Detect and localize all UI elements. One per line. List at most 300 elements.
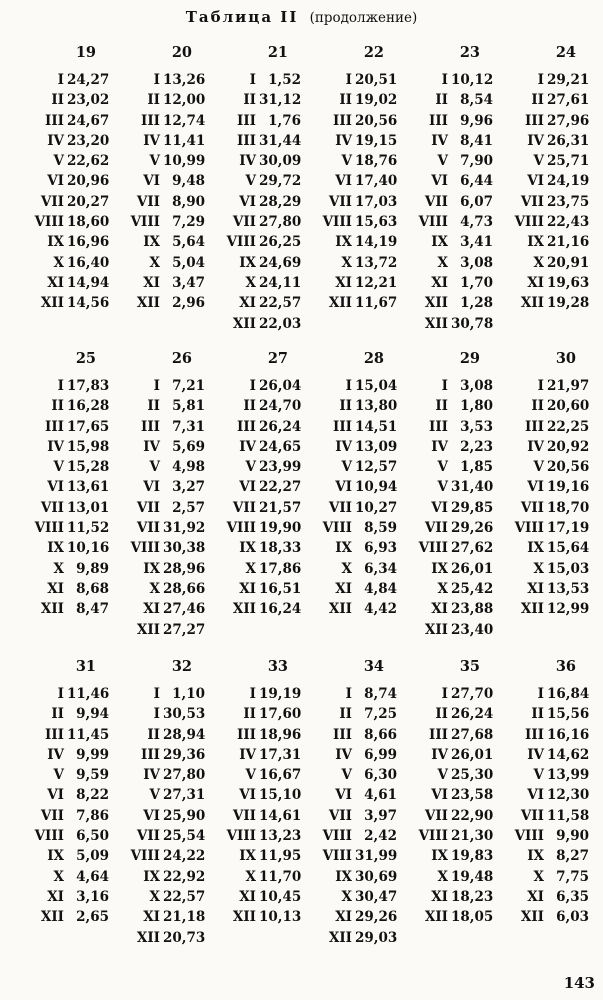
entry-value: 5,04 (172, 254, 205, 271)
entry-value: 12,00 (163, 92, 206, 109)
month-numeral: II (339, 398, 352, 415)
entry-list (114, 376, 210, 640)
entry-row (114, 887, 210, 907)
entry-value: 14,56 (67, 295, 110, 312)
month-numeral: IV (239, 746, 256, 763)
month-numeral: VIII (418, 214, 448, 231)
entry-value: 19,83 (451, 848, 494, 865)
month-numeral: VIII (514, 214, 544, 231)
entry-value: 6,93 (364, 540, 397, 557)
entry-value: 16,16 (547, 726, 590, 743)
table-block-3 (18, 656, 598, 948)
entry-row (18, 232, 114, 252)
entry-value: 11,95 (259, 848, 302, 865)
month-numeral: V (53, 459, 64, 476)
entry-value: 8,54 (460, 92, 493, 109)
entry-row (402, 131, 498, 151)
month-numeral: XI (239, 888, 256, 905)
month-numeral: II (243, 706, 256, 723)
entry-row (498, 151, 594, 171)
column-number: 20 (171, 44, 192, 61)
month-numeral: VIII (34, 520, 64, 537)
entry-value: 1,10 (172, 686, 205, 702)
month-numeral: X (53, 868, 64, 885)
entry-value: 27,70 (451, 686, 494, 702)
entry-row (210, 579, 306, 599)
entry-value: 24,70 (259, 398, 302, 415)
entry-row (114, 745, 210, 765)
month-numeral: VI (335, 787, 352, 804)
month-numeral: IV (431, 746, 448, 763)
month-numeral: X (341, 888, 352, 905)
entry-value: 26,31 (547, 132, 590, 149)
month-numeral: VI (335, 173, 352, 190)
entry-value: 28,96 (163, 560, 206, 577)
entry-value: 4,64 (76, 868, 109, 885)
entry-value: 9,94 (76, 706, 109, 723)
entry-value: 1,80 (460, 398, 493, 415)
month-numeral: VII (520, 807, 544, 824)
table-title: Таблица II (185, 8, 299, 26)
month-numeral: XI (431, 888, 448, 905)
month-numeral: I (537, 686, 544, 702)
month-numeral: VI (47, 787, 64, 804)
month-numeral: V (533, 767, 544, 784)
entry-value: 5,64 (172, 234, 205, 251)
month-numeral: X (437, 580, 448, 597)
entry-value: 16,67 (259, 767, 302, 784)
month-numeral: VIII (322, 848, 352, 865)
month-numeral: IX (527, 848, 544, 865)
entry-row (498, 253, 594, 273)
entry-value: 6,44 (460, 173, 493, 190)
entry-value: 12,99 (547, 601, 590, 618)
entry-value: 25,42 (451, 580, 494, 597)
entry-row (18, 538, 114, 558)
entry-row (306, 684, 402, 704)
entry-row (114, 212, 210, 232)
entry-value: 15,64 (547, 540, 590, 557)
entry-value: 13,61 (67, 479, 110, 496)
entry-value: 12,74 (163, 112, 206, 129)
entry-value: 5,81 (172, 398, 205, 415)
entry-row (114, 559, 210, 579)
entry-value: 9,99 (76, 746, 109, 763)
month-numeral: III (429, 418, 448, 435)
month-numeral: IX (143, 560, 160, 577)
entry-row (306, 599, 402, 619)
entry-row (498, 907, 594, 927)
entry-value: 30,53 (163, 706, 206, 723)
entry-row (18, 396, 114, 416)
entry-row (18, 826, 114, 846)
table-block-1 (18, 42, 598, 334)
month-numeral: VII (424, 807, 448, 824)
entry-value: 22,57 (163, 888, 206, 905)
entry-value: 3,08 (460, 254, 493, 271)
entry-value: 3,16 (76, 888, 109, 905)
entry-value: 2,42 (364, 828, 397, 845)
entry-value: 19,19 (259, 686, 302, 702)
entry-row (114, 111, 210, 131)
entry-list (402, 684, 498, 928)
entry-row (114, 620, 210, 640)
entry-row (18, 867, 114, 887)
entry-row (306, 579, 402, 599)
column-number: 35 (459, 658, 480, 675)
month-numeral: IV (143, 132, 160, 149)
entry-value: 6,07 (460, 193, 493, 210)
entry-row (210, 111, 306, 131)
entry-row (306, 907, 402, 927)
entry-row (498, 785, 594, 805)
month-numeral: X (533, 868, 544, 885)
entry-row (402, 293, 498, 313)
entry-row (18, 273, 114, 293)
entry-value: 11,70 (259, 868, 302, 885)
entry-value: 9,90 (556, 828, 589, 845)
month-numeral: VII (328, 499, 352, 516)
entry-value: 1,85 (460, 459, 493, 476)
entry-row (498, 684, 594, 704)
entry-value: 25,54 (163, 828, 206, 845)
entry-value: 5,09 (76, 848, 109, 865)
month-numeral: III (429, 726, 448, 743)
month-numeral: V (245, 767, 256, 784)
entry-value: 3,53 (460, 418, 493, 435)
entry-row (18, 518, 114, 538)
entry-value: 29,26 (451, 520, 494, 537)
month-numeral: IX (335, 540, 352, 557)
entry-value: 22,25 (547, 418, 590, 435)
entry-row (114, 293, 210, 313)
month-numeral: XII (424, 909, 448, 926)
entry-value: 24,65 (259, 438, 302, 455)
entry-row (18, 684, 114, 704)
entry-value: 18,96 (259, 726, 302, 743)
month-numeral: XII (136, 929, 160, 946)
month-numeral: IX (527, 540, 544, 557)
month-numeral: V (245, 173, 256, 190)
entry-row (114, 538, 210, 558)
entry-row (114, 396, 210, 416)
entry-row (210, 559, 306, 579)
entry-row (402, 684, 498, 704)
entry-row (210, 704, 306, 724)
entry-value: 29,85 (451, 499, 494, 516)
month-numeral: VI (527, 479, 544, 496)
entry-value: 22,57 (259, 295, 302, 312)
month-numeral: V (149, 153, 160, 170)
entry-row (18, 90, 114, 110)
entry-value: 3,47 (172, 274, 205, 291)
table-column (114, 348, 210, 640)
entry-value: 19,63 (547, 274, 590, 291)
entry-row (498, 90, 594, 110)
entry-row (210, 171, 306, 191)
entry-row (306, 376, 402, 396)
entry-value: 20,56 (355, 112, 398, 129)
column-number: 33 (267, 658, 288, 675)
entry-row (498, 846, 594, 866)
entry-row (210, 599, 306, 619)
entry-row (306, 396, 402, 416)
month-numeral: XII (424, 295, 448, 312)
entry-row (210, 212, 306, 232)
entry-row (498, 212, 594, 232)
entry-row (114, 765, 210, 785)
month-numeral: XII (424, 315, 448, 332)
month-numeral: XII (232, 315, 256, 332)
entry-value: 9,48 (172, 173, 205, 190)
entry-row (306, 806, 402, 826)
entry-row (18, 376, 114, 396)
entry-value: 12,57 (355, 459, 398, 476)
table-column (18, 656, 114, 948)
entry-value: 27,68 (451, 726, 494, 743)
entry-value: 9,96 (460, 112, 493, 129)
month-numeral: XII (520, 295, 544, 312)
month-numeral: IV (431, 132, 448, 149)
entry-row (114, 928, 210, 948)
entry-row (306, 437, 402, 457)
entry-row (306, 232, 402, 252)
entry-value: 6,35 (556, 888, 589, 905)
month-numeral: II (147, 726, 160, 743)
entry-row (210, 396, 306, 416)
month-numeral: V (341, 153, 352, 170)
month-numeral: X (53, 254, 64, 271)
entry-value: 13,53 (547, 580, 590, 597)
entry-row (402, 376, 498, 396)
month-numeral: XI (143, 909, 160, 926)
entry-list (498, 376, 594, 620)
entry-value: 31,40 (451, 479, 494, 496)
month-numeral: I (57, 686, 64, 702)
month-numeral: XII (424, 621, 448, 638)
entry-row (306, 212, 402, 232)
entry-value: 30,78 (451, 315, 494, 332)
entry-value: 3,08 (460, 378, 493, 394)
entry-value: 23,99 (259, 459, 302, 476)
entry-row (402, 192, 498, 212)
entry-value: 2,57 (172, 499, 205, 516)
entry-value: 19,90 (259, 520, 302, 537)
month-numeral: II (243, 398, 256, 415)
entry-value: 8,27 (556, 848, 589, 865)
entry-row (306, 704, 402, 724)
entry-value: 10,45 (259, 888, 302, 905)
month-numeral: IX (335, 868, 352, 885)
month-numeral: VI (239, 193, 256, 210)
month-numeral: VIII (130, 540, 160, 557)
entry-row (498, 887, 594, 907)
entry-value: 7,25 (364, 706, 397, 723)
entry-value: 24,67 (67, 112, 110, 129)
month-numeral: IV (527, 438, 544, 455)
entry-value: 25,30 (451, 767, 494, 784)
month-numeral: XI (143, 601, 160, 618)
entry-row (210, 765, 306, 785)
entry-row (498, 437, 594, 457)
entry-row (402, 151, 498, 171)
entry-value: 17,31 (259, 746, 302, 763)
month-numeral: IX (431, 560, 448, 577)
month-numeral: III (45, 726, 64, 743)
entry-value: 16,84 (547, 686, 590, 702)
entry-value: 6,50 (76, 828, 109, 845)
entry-row (18, 192, 114, 212)
entry-row (114, 151, 210, 171)
entry-row (306, 457, 402, 477)
entry-row (210, 498, 306, 518)
entry-value: 27,61 (547, 92, 590, 109)
month-numeral: VII (520, 193, 544, 210)
table-column (402, 656, 498, 948)
month-numeral: I (537, 72, 544, 88)
entry-row (498, 232, 594, 252)
month-numeral: IV (47, 438, 64, 455)
table-subtitle: (продолжение) (309, 10, 418, 26)
entry-row (114, 599, 210, 619)
month-numeral: VIII (418, 828, 448, 845)
month-numeral: IV (239, 438, 256, 455)
entry-row (18, 417, 114, 437)
entry-row (18, 111, 114, 131)
entry-value: 3,97 (364, 807, 397, 824)
entry-list (306, 684, 402, 948)
month-numeral: IV (527, 132, 544, 149)
table-column (306, 656, 402, 948)
month-numeral: VII (232, 214, 256, 231)
entry-value: 30,47 (355, 888, 398, 905)
entry-row (114, 907, 210, 927)
entry-list (210, 684, 306, 928)
entry-value: 9,59 (76, 767, 109, 784)
entry-row (498, 192, 594, 212)
month-numeral: VII (136, 828, 160, 845)
entry-value: 20,91 (547, 254, 590, 271)
month-numeral: VIII (514, 520, 544, 537)
entry-row (306, 826, 402, 846)
entry-row (18, 559, 114, 579)
entry-row (18, 70, 114, 90)
table-column (114, 656, 210, 948)
month-numeral: I (153, 378, 160, 394)
entry-row (306, 293, 402, 313)
entry-row (18, 765, 114, 785)
entry-value: 17,65 (67, 418, 110, 435)
entry-value: 13,26 (163, 72, 206, 88)
month-numeral: I (153, 706, 160, 723)
entry-row (114, 867, 210, 887)
column-number: 26 (171, 350, 192, 367)
month-numeral: IX (431, 234, 448, 251)
entry-row (18, 498, 114, 518)
month-numeral: III (237, 112, 256, 129)
entry-row (498, 171, 594, 191)
entry-row (306, 192, 402, 212)
entry-value: 15,63 (355, 214, 398, 231)
entry-value: 14,62 (547, 746, 590, 763)
entry-value: 21,18 (163, 909, 206, 926)
entry-row (114, 684, 210, 704)
month-numeral: III (333, 418, 352, 435)
entry-row (210, 90, 306, 110)
entry-value: 22,62 (67, 153, 110, 170)
entry-row (114, 417, 210, 437)
entry-list (402, 70, 498, 334)
month-numeral: XII (40, 601, 64, 618)
entry-row (114, 457, 210, 477)
entry-value: 8,47 (76, 601, 109, 618)
month-numeral: IV (47, 746, 64, 763)
entry-value: 18,76 (355, 153, 398, 170)
entry-row (306, 111, 402, 131)
entry-row (498, 826, 594, 846)
entry-value: 14,19 (355, 234, 398, 251)
entry-row (18, 579, 114, 599)
entry-value: 23,58 (451, 787, 494, 804)
entry-row (498, 559, 594, 579)
column-number: 29 (459, 350, 480, 367)
entry-value: 10,99 (163, 153, 206, 170)
entry-value: 4,42 (364, 601, 397, 618)
month-numeral: VI (527, 787, 544, 804)
entry-row (402, 314, 498, 334)
entry-value: 8,68 (76, 580, 109, 597)
entry-value: 29,03 (355, 929, 398, 946)
entry-row (402, 765, 498, 785)
entry-value: 13,72 (355, 254, 398, 271)
entry-value: 17,83 (67, 378, 110, 394)
entry-value: 17,40 (355, 173, 398, 190)
entry-row (498, 396, 594, 416)
entry-value: 17,19 (547, 520, 590, 537)
month-numeral: VI (431, 499, 448, 516)
entry-value: 23,75 (547, 193, 590, 210)
entry-row (114, 131, 210, 151)
entry-row (402, 599, 498, 619)
entry-value: 14,94 (67, 274, 110, 291)
month-numeral: IX (239, 254, 256, 271)
entry-value: 27,80 (259, 214, 302, 231)
month-numeral: I (441, 686, 448, 702)
month-numeral: IX (335, 234, 352, 251)
table-column (18, 348, 114, 640)
entry-list (498, 684, 594, 928)
entry-value: 11,45 (67, 726, 110, 743)
month-numeral: I (441, 378, 448, 394)
entry-value: 7,29 (172, 214, 205, 231)
entry-value: 22,03 (259, 315, 302, 332)
entry-value: 20,27 (67, 193, 110, 210)
month-numeral: VII (136, 193, 160, 210)
month-numeral: I (249, 72, 256, 88)
month-numeral: VI (431, 173, 448, 190)
entry-row (210, 518, 306, 538)
month-numeral: X (245, 868, 256, 885)
month-numeral: IV (527, 746, 544, 763)
month-numeral: VI (239, 787, 256, 804)
month-numeral: XI (527, 888, 544, 905)
entry-list (18, 684, 114, 928)
entry-value: 7,86 (76, 807, 109, 824)
month-numeral: VII (232, 807, 256, 824)
entry-list (306, 376, 402, 620)
entry-value: 31,92 (163, 520, 206, 537)
entry-row (498, 457, 594, 477)
